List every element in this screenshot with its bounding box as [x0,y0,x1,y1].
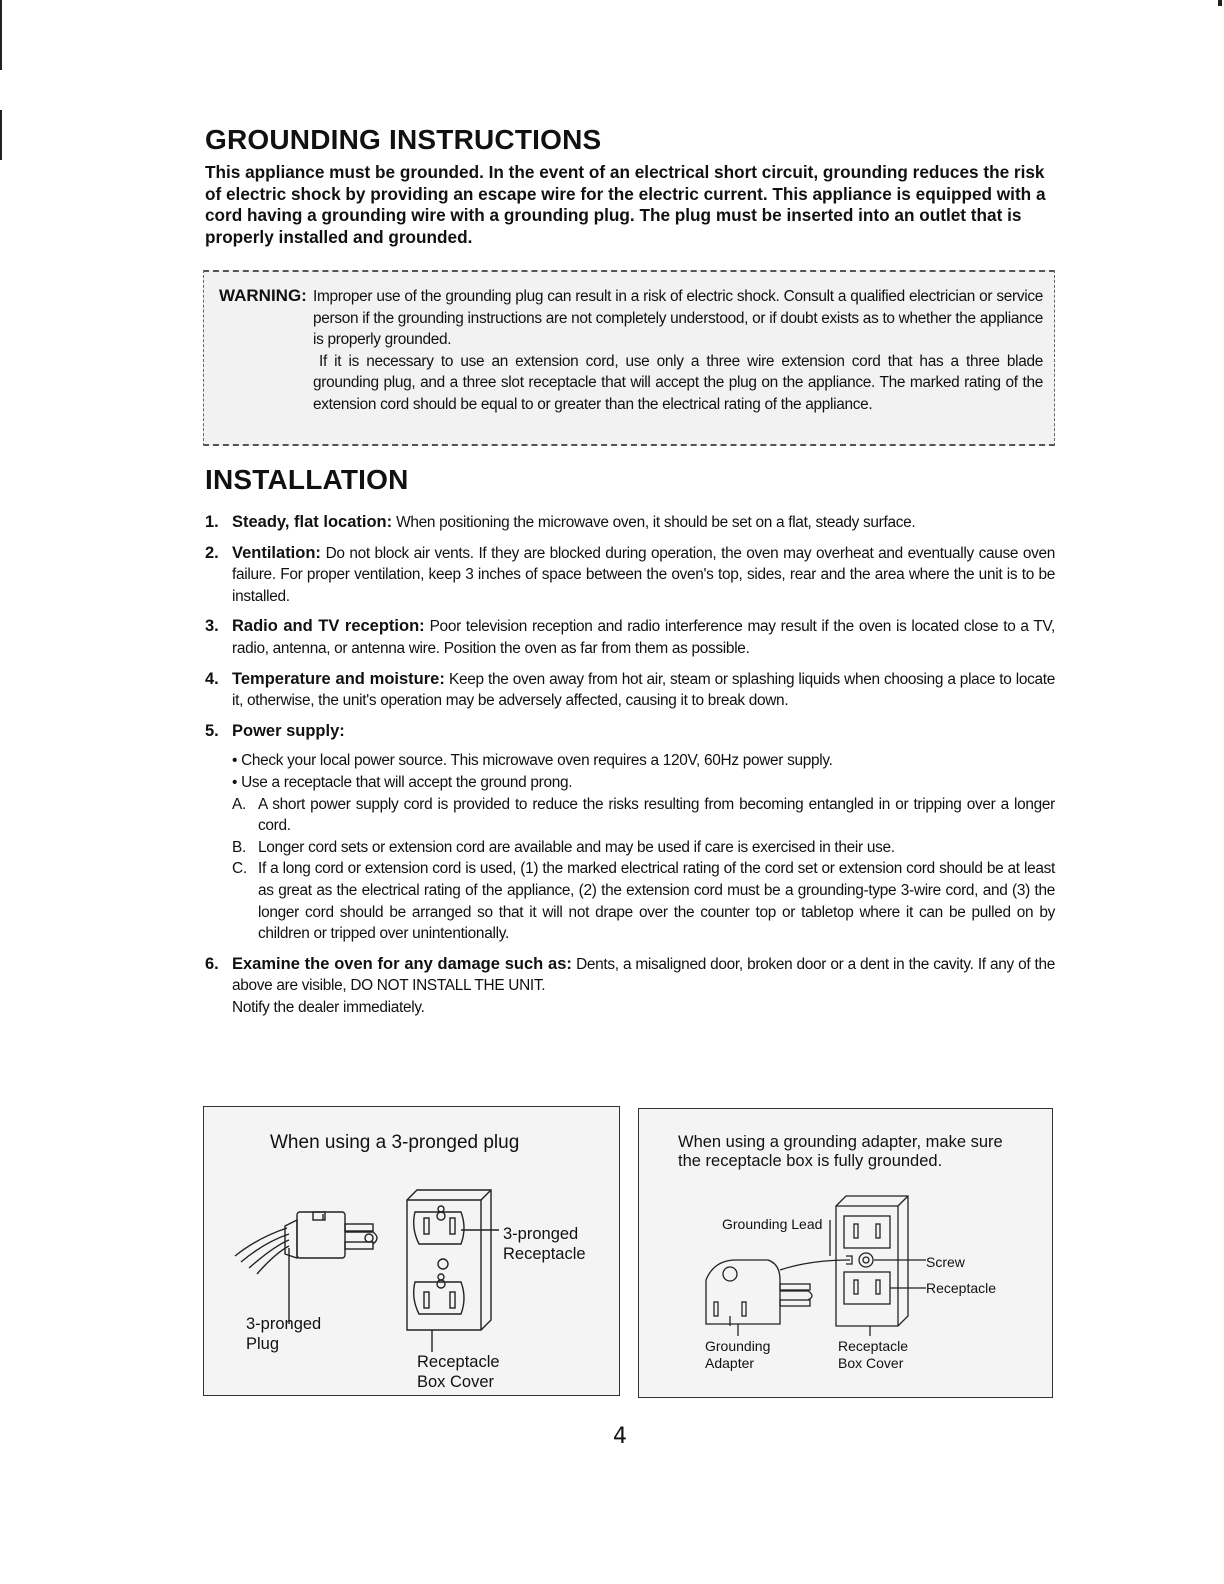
item-number: 3. [205,617,219,636]
warning-text [313,286,1043,416]
list-item [205,543,1055,608]
item-lead: Temperature and moisture: [232,669,445,688]
grounding-title: GROUNDING INSTRUCTIONS [205,124,602,155]
item-extra-text: Notify the dealer immediately. [232,998,425,1016]
item-number: 5. [205,721,219,740]
plug-label [246,1314,321,1354]
installation-title: INSTALLATION [205,464,409,495]
note-letter: B. [232,838,246,856]
receptacle-box [407,1190,491,1330]
item-number: 6. [205,954,219,973]
screw-label: Screw [926,1254,965,1270]
scan-mark [0,110,2,160]
grounding-lead-label: Grounding Lead [722,1216,823,1232]
item-lead: Steady, flat location: [232,513,393,531]
label-line: Receptacle [838,1338,909,1354]
screw [859,1253,873,1267]
item-number: 1. [205,513,219,531]
label-line: Plug [246,1335,280,1353]
scan-mark [1218,0,1222,6]
label-line: Receptacle [503,1245,586,1263]
power-note [232,858,1055,944]
label-line: 3-pronged [503,1225,579,1243]
adapter-label [705,1338,770,1371]
grounding-adapter [706,1260,780,1324]
item-lead: Power supply: [232,721,345,740]
receptacle-label [503,1224,586,1264]
note-text: Longer cord sets or extension cord are available and may be used if care is exercised in their use. [258,838,895,856]
list-item [205,721,1055,945]
label-line: Box Cover [417,1373,495,1391]
note-letter: C. [232,860,247,878]
item-text: When positioning the microwave oven, it should be set on a flat, steady surface. [392,514,916,531]
item-text: Dents, a misaligned door, broken door or a dent in the cavity. If any of the above are visible, DO NOT INSTALL THE UNIT. [232,955,1055,995]
note-text: If a long cord or extension cord is used, (1) the marked electrical rating of the cord set or extension cord should be at least as great as the electrical rating of the appliance, (2) the extension cord must be a grounding-type 3-wire cord, and (3) the longer cord should be arranged so that it will not drape over the counter top or tabletop where it can be pulled on by children or tripped over unintentionally. [258,860,1055,943]
power-supply-details [232,750,1055,944]
item-lead: Ventilation: [232,543,321,562]
warning-paragraph-1: Improper use of the grounding plug can result in a risk of electric shock. Consult a qualified electrician or service person if the grounding instructions are not completely understood, or if doubt exists as to whether the appliance is properly grounded. [313,288,1043,349]
grounding-lead-wire [780,1260,850,1270]
item-lead: Examine the oven for any damage such as: [232,954,572,973]
list-item [205,669,1055,712]
receptacle-label: Receptacle [926,1280,997,1296]
label-line: 3-pronged [246,1315,322,1333]
figure1-title: When using a 3-pronged plug [270,1132,520,1153]
item-number: 2. [205,543,219,562]
figure2-title: When using a grounding adapter, make sure the receptacle box is fully grounded. [678,1133,1003,1170]
item-lead: Radio and TV reception: [232,617,425,636]
installation-list [205,512,1055,1027]
item-text: Keep the oven away from hot air, steam or splashing liquids when choosing a place to locate it, otherwise, the unit's operation may be adversely affected, causing it to break down. [232,670,1056,710]
warning-paragraph-2: If it is necessary to use an extension cord, use only a three wire extension cord that has a three blade grounding plug, and a three slot receptacle that will accept the plug on the appliance. The marked rating of the extension cord should be equal to or greater than the electrical rating of the appliance. [313,352,1043,413]
page-number: 4 [613,1424,627,1449]
plug-body [297,1212,345,1258]
list-item [205,954,1055,1019]
grounding-intro: This appliance must be grounded. In the event of an electrical short circuit, grounding reduces the risk of electric shock by providing an escape wire for the electric current. This appliance is equipped with a cord having a grounding wire with a grounding plug. The plug must be inserted into an outlet that is properly installed and grounded. [205,162,1046,248]
box-cover-label [417,1352,500,1392]
scan-mark [0,0,2,70]
label-line: Box Cover [838,1354,904,1371]
power-note [232,794,1055,837]
item-text: Poor television reception and radio interference may result if the oven is located close to a TV, radio, antenna, or antenna wire. Position the oven as far from them as possible. [232,618,1055,657]
power-bullet: • Use a receptacle that will accept the ground prong. [232,773,573,791]
list-item [205,616,1055,659]
label-line: Receptacle [417,1353,500,1371]
power-bullet: • Check your local power source. This microwave oven requires a 120V, 60Hz power supply. [232,752,833,770]
item-text: Do not block air vents. If they are blocked during operation, the oven may overheat and eventually cause oven failure. For proper ventilation, keep 3 inches of space between the oven's top, sides, rear and the area where the unit is to be installed. [232,544,1055,605]
note-letter: A. [232,795,246,813]
note-text: A short power supply cord is provided to reduce the risks resulting from becoming entangled in or tripping over a longer cord. [258,795,1055,835]
list-item [205,512,1055,534]
warning-label: WARNING: [219,286,307,305]
item-number: 4. [205,669,219,688]
box-cover-label [838,1338,908,1371]
power-note [232,837,1055,859]
label-line: Adapter [705,1354,755,1371]
label-line: Grounding [705,1338,771,1354]
